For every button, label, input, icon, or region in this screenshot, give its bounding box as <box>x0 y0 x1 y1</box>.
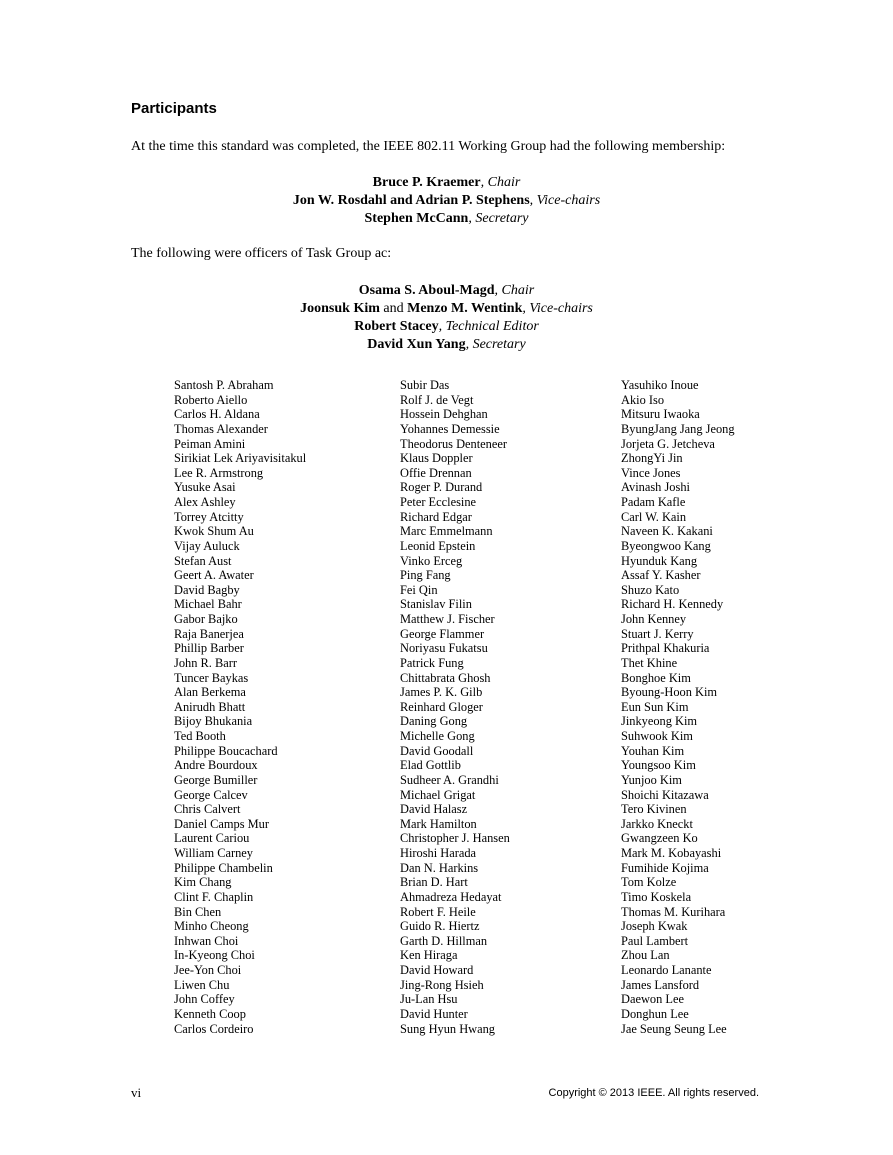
tg-vice-chairs-conjunction: and <box>379 301 408 316</box>
wg-secretary-line <box>0 210 893 228</box>
member-name: Richard Edgar <box>400 509 472 524</box>
member-name: Leonid Epstein <box>400 538 476 553</box>
member-name: Gabor Bajko <box>174 612 238 626</box>
tg-secretary-role: , Secretary <box>465 337 526 352</box>
member-name: Michael Bahr <box>174 597 242 612</box>
member-name: Zhou Lan <box>621 948 670 963</box>
member-name: Subir Das <box>400 378 450 392</box>
copyright-notice: Copyright © 2013 IEEE. All rights reserved. <box>548 1087 759 1099</box>
member-name: Mark M. Kobayashi <box>621 846 722 860</box>
member-name: Stanislav Filin <box>400 597 472 612</box>
member-name: Mark Hamilton <box>400 816 477 831</box>
member-name: Noriyasu Fukatsu <box>400 641 488 656</box>
member-name: Eun Sun Kim <box>621 699 689 714</box>
tg-chair-role: , Chair <box>494 283 535 298</box>
member-name: Sudheer A. Grandhi <box>400 772 499 787</box>
tg-editor-name: Robert Stacey <box>354 319 439 334</box>
member-name: George Bumiller <box>174 772 258 787</box>
member-name: Prithpal Khakuria <box>621 641 710 656</box>
member-name: David Bagby <box>174 582 240 597</box>
wg-vice-chairs-role: , Vice-chairs <box>529 193 601 208</box>
member-name: Geert A. Awater <box>174 568 254 583</box>
section-heading: Participants <box>131 100 217 117</box>
tg-vice-chairs-role: , Vice-chairs <box>522 301 593 316</box>
wg-chair-role: , Chair <box>480 175 521 190</box>
member-name: Anirudh Bhatt <box>174 699 246 714</box>
member-name: Alex Ashley <box>174 495 236 509</box>
member-name: Richard H. Kennedy <box>621 597 724 612</box>
member-name: Youhan Kim <box>621 743 685 758</box>
tg-intro-text: The following were officers of Task Group ac: <box>131 246 392 261</box>
member-name: Joseph Kwak <box>621 919 688 934</box>
member-name: Stefan Aust <box>174 553 232 568</box>
member-name: David Hunter <box>400 1006 468 1021</box>
member-name: Kenneth Coop <box>174 1006 246 1021</box>
member-name: Ahmadreza Hedayat <box>400 889 502 904</box>
member-name: Bijoy Bhukania <box>174 714 253 729</box>
member-name: Youngsoo Kim <box>621 758 696 773</box>
member-name: Philippe Boucachard <box>174 743 278 758</box>
member-name: Phillip Barber <box>174 641 244 656</box>
tg-officers-block <box>0 282 893 354</box>
tg-vice-chair-name-2: Menzo M. Wentink <box>407 301 523 316</box>
member-name: Shoichi Kitazawa <box>621 787 709 802</box>
member-name: Vince Jones <box>621 465 681 480</box>
member-column-1 <box>174 378 306 1036</box>
member-name: Tero Kivinen <box>621 802 687 817</box>
member-name: George Flammer <box>400 626 485 641</box>
member-name: Thet Khine <box>621 655 678 670</box>
member-name: Assaf Y. Kasher <box>621 568 701 583</box>
member-name: Tom Kolze <box>621 875 677 890</box>
member-name: Hossein Dehghan <box>400 407 488 422</box>
member-name: Hiroshi Harada <box>400 846 477 860</box>
member-name: Suhwook Kim <box>621 729 693 743</box>
wg-vice-chairs-names: Jon W. Rosdahl and Adrian P. Stephens <box>292 193 530 208</box>
member-name: Carlos H. Aldana <box>174 407 260 422</box>
member-column-2 <box>400 378 510 1036</box>
member-name: Ju-Lan Hsu <box>400 992 458 1007</box>
member-name: In-Kyeong Choi <box>174 948 255 963</box>
tg-secretary-line <box>0 336 893 354</box>
member-name: Akio Iso <box>621 392 665 407</box>
member-name: Garth D. Hillman <box>400 933 488 948</box>
member-name: William Carney <box>174 846 253 860</box>
wg-secretary-role: , Secretary <box>468 211 529 226</box>
tg-chair-name: Osama S. Aboul-Magd <box>358 283 495 298</box>
member-name: Kwok Shum Au <box>174 524 254 539</box>
member-name: Ping Fang <box>400 568 451 583</box>
member-column-3 <box>621 378 735 1036</box>
member-name: Roberto Aiello <box>174 392 248 407</box>
member-name: Reinhard Gloger <box>400 699 483 714</box>
member-name: Philippe Chambelin <box>174 860 273 875</box>
member-name: Jorjeta G. Jetcheva <box>621 436 715 451</box>
member-name: Yasuhiko Inoue <box>621 378 699 392</box>
member-name: Michelle Gong <box>400 729 475 743</box>
member-name: Liwen Chu <box>174 977 230 992</box>
member-name: Patrick Fung <box>400 655 464 670</box>
member-name: Peter Ecclesine <box>400 495 477 509</box>
member-name: Vijay Auluck <box>174 538 240 553</box>
member-name: Roger P. Durand <box>400 480 483 495</box>
tg-vice-chairs-line <box>0 300 893 318</box>
member-name: James Lansford <box>621 977 700 992</box>
member-name: Ted Booth <box>174 729 226 743</box>
member-name: Carlos Cordeiro <box>174 1021 254 1036</box>
member-name: Daewon Lee <box>621 992 684 1007</box>
member-name: Christopher J. Hansen <box>400 831 510 846</box>
member-name: Rolf J. de Vegt <box>400 392 474 407</box>
member-name: Vinko Erceg <box>400 553 463 568</box>
member-name: Jing-Rong Hsieh <box>400 977 484 992</box>
member-name: Tuncer Baykas <box>174 670 249 685</box>
member-name: Dan N. Harkins <box>400 860 479 875</box>
member-name: Santosh P. Abraham <box>174 378 274 392</box>
member-name: Yunjoo Kim <box>621 772 682 787</box>
member-name: Yohannes Demessie <box>400 421 500 436</box>
wg-vice-chairs-line <box>0 192 893 210</box>
member-name: Bin Chen <box>174 904 222 919</box>
member-name: Sung Hyun Hwang <box>400 1021 495 1036</box>
member-name: Matthew J. Fischer <box>400 612 495 626</box>
member-name: John Kenney <box>621 612 687 626</box>
member-name: Offie Drennan <box>400 465 472 480</box>
member-name: Fei Qin <box>400 582 438 597</box>
member-name: Raja Banerjea <box>174 626 244 641</box>
member-name: ByungJang Jang Jeong <box>621 421 735 436</box>
member-name: Andre Bourdoux <box>174 758 258 773</box>
member-name: Daning Gong <box>400 714 468 729</box>
member-name: Lee R. Armstrong <box>174 465 264 480</box>
member-name: Jarkko Kneckt <box>621 816 693 831</box>
member-name: Klaus Doppler <box>400 451 473 466</box>
member-name: Clint F. Chaplin <box>174 889 254 904</box>
member-name: Jae Seung Seung Lee <box>621 1021 727 1036</box>
wg-chair-name: Bruce P. Kraemer <box>372 175 481 190</box>
member-name: Avinash Joshi <box>621 480 690 495</box>
member-name: Brian D. Hart <box>400 875 468 890</box>
member-name: Byeongwoo Kang <box>621 538 711 553</box>
member-name: Byoung-Hoon Kim <box>621 685 718 700</box>
member-name: Chris Calvert <box>174 802 241 817</box>
member-name: Stuart J. Kerry <box>621 626 694 641</box>
member-name: Thomas Alexander <box>174 421 268 436</box>
member-name: Yusuke Asai <box>174 480 236 495</box>
member-name: Fumihide Kojima <box>621 860 709 875</box>
member-name: George Calcev <box>174 787 248 802</box>
tg-vice-chair-name-1: Joonsuk Kim <box>300 301 380 316</box>
member-name: Alan Berkema <box>174 685 246 700</box>
wg-secretary-name: Stephen McCann <box>364 211 469 226</box>
member-name: John R. Barr <box>174 655 237 670</box>
member-name: Daniel Camps Mur <box>174 816 269 831</box>
member-name: Gwangzeen Ko <box>621 831 698 846</box>
member-name: Sirikiat Lek Ariyavisitakul <box>174 451 307 466</box>
member-name: David Halasz <box>400 802 468 817</box>
tg-chair-line <box>0 282 893 300</box>
member-name: David Howard <box>400 963 474 977</box>
wg-chair-line <box>0 174 893 192</box>
member-name: Michael Grigat <box>400 787 476 802</box>
member-name: Inhwan Choi <box>174 933 239 948</box>
member-name: Kim Chang <box>174 875 232 890</box>
member-name: Guido R. Hiertz <box>400 919 480 934</box>
wg-officers-block <box>0 174 893 228</box>
member-name: Theodorus Denteneer <box>400 436 507 451</box>
member-name: Elad Gottlib <box>400 758 461 773</box>
member-name: Laurent Cariou <box>174 831 250 846</box>
member-name: Mitsuru Iwaoka <box>621 407 700 422</box>
tg-secretary-name: David Xun Yang <box>367 337 466 352</box>
member-name: James P. K. Gilb <box>400 685 483 700</box>
tg-editor-role: , Technical Editor <box>438 319 539 334</box>
member-name: Leonardo Lanante <box>621 963 712 977</box>
member-name: Bonghoe Kim <box>621 670 691 685</box>
member-name: Jee-Yon Choi <box>174 963 242 977</box>
member-name: Thomas M. Kurihara <box>621 904 726 919</box>
member-name: Naveen K. Kakani <box>621 524 713 539</box>
member-name: Robert F. Heile <box>400 904 476 919</box>
member-name: Minho Cheong <box>174 919 249 934</box>
member-name: Torrey Atcitty <box>174 509 244 524</box>
page-number: vi <box>131 1085 142 1100</box>
member-name: David Goodall <box>400 743 474 758</box>
tg-editor-line <box>0 318 893 336</box>
member-name: Paul Lambert <box>621 933 689 948</box>
member-name: Hyunduk Kang <box>621 553 698 568</box>
member-name: Timo Koskela <box>621 889 692 904</box>
member-name: Marc Emmelmann <box>400 524 493 539</box>
member-name: Ken Hiraga <box>400 948 458 963</box>
member-name: Jinkyeong Kim <box>621 714 698 729</box>
member-name: Shuzo Kato <box>621 582 680 597</box>
member-name: Peiman Amini <box>174 436 246 451</box>
member-name: ZhongYi Jin <box>621 451 683 466</box>
member-name: Donghun Lee <box>621 1006 689 1021</box>
member-name: John Coffey <box>174 992 235 1007</box>
member-name: Chittabrata Ghosh <box>400 670 491 685</box>
wg-intro-text: At the time this standard was completed, the IEEE 802.11 Working Group had the following membership: <box>131 139 726 154</box>
member-name: Padam Kafle <box>621 495 686 509</box>
member-name: Carl W. Kain <box>621 509 687 524</box>
